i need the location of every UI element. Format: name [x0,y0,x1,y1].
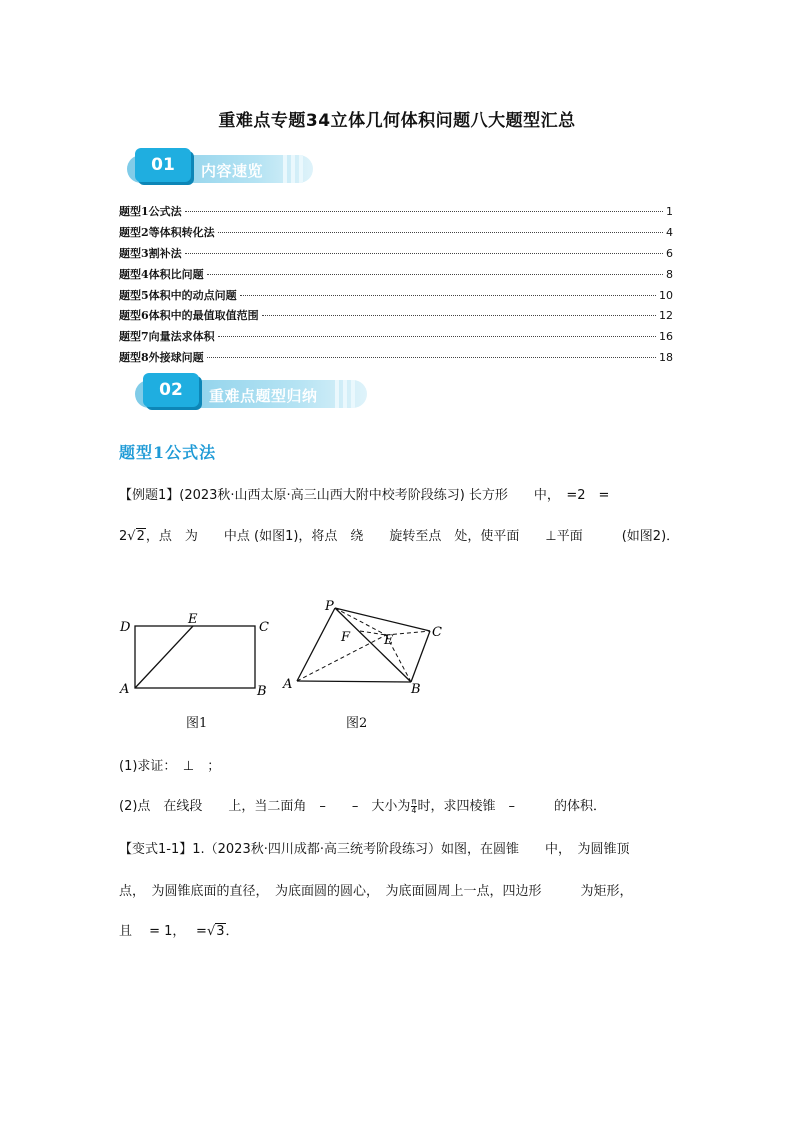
toc-leader-dots [185,211,663,212]
point-f-label: F [341,630,351,645]
toc-item-label: 题型2等体积转化法 [119,225,215,239]
figure-2-pyramid [280,598,450,698]
point-a-label: A [283,677,293,692]
toc-leader-dots [185,253,663,254]
point-b-label: B [257,684,267,699]
banner-number: 01 [135,148,191,182]
banner-contents [119,148,319,188]
toc-item-page: 6 [666,246,673,260]
figure-1-caption: 图1 [186,716,208,731]
banner-key-points [127,373,377,413]
toc-leader-dots [240,295,656,296]
question-1: (1)求证： ⊥ ； [119,759,221,774]
point-e-label: E [188,612,198,627]
toc-item-page: 12 [659,309,673,323]
figure-1-rectangle [115,605,285,700]
edge-pa [297,608,335,681]
toc-item[interactable] [119,266,673,287]
page-title: 重难点专题34立体几何体积问题八大题型汇总 [218,111,576,131]
toc-item[interactable] [119,307,673,328]
point-c-label: C [259,620,269,635]
segment-ae [135,626,193,688]
toc-leader-dots [207,274,663,275]
banner-number: 02 [143,373,199,407]
toc-item-page: 18 [659,351,673,365]
variant-line-1: 【变式1-1】1.（2023秋·四川成都·高三统考阶段练习）如图，在圆锥 中， 为圆锥顶 [119,842,630,857]
point-c-label: C [432,625,442,640]
toc-item[interactable] [119,245,673,266]
toc-item-label: 题型3割补法 [119,246,182,260]
variant-line-3: 且 = 1， =√3． [119,924,239,939]
variant-line-2: 点， 为圆锥底面的直径， 为底面圆的圆心， 为底面圆周上一点，四边形 为矩形， [119,884,633,899]
toc-item-page: 16 [659,330,673,344]
figure-2-caption: 图2 [346,716,368,731]
toc-item[interactable] [119,287,673,308]
toc-item[interactable] [119,349,673,370]
section-heading: 题型1公式法 [119,443,217,462]
toc-item[interactable] [119,203,673,224]
banner-text: 重难点题型归纳 [209,387,318,405]
toc-leader-dots [218,232,663,233]
point-d-label: D [120,620,131,635]
toc-item-label: 题型5体积中的动点问题 [119,288,237,302]
edge-pc [335,608,430,631]
edge-bc [411,631,430,682]
banner-text: 内容速览 [201,162,264,180]
fraction-pi-over-4: $\frac{\pi}{4}$ [411,797,417,815]
question-2: (2)点 在线段 上，当二面角 – – 大小为 $\frac{\pi}{4}$ 时，求四棱锥 – 的体积． [119,797,607,815]
toc-item-label: 题型6体积中的最值取值范围 [119,309,259,323]
toc-leader-dots [262,315,656,316]
example-line-1: 【例题1】(2023秋·山西太原·高三山西大附中校考阶段练习) 长方形 中， =2 = [119,488,610,503]
edge-ab [297,681,411,682]
toc-leader-dots [207,357,656,358]
toc-item-page: 8 [666,267,673,281]
toc-item-page: 4 [666,225,673,239]
toc-item-label: 题型1公式法 [119,205,182,218]
toc-item-label: 题型4体积比问题 [119,267,204,281]
toc-item[interactable] [119,224,673,245]
toc-item[interactable] [119,328,673,349]
table-of-contents [119,203,673,370]
point-a-label: A [120,682,130,697]
point-p-label: P [325,599,334,614]
toc-leader-dots [218,336,656,337]
edge-fe-hidden [360,631,386,635]
toc-item-label: 题型7向量法求体积 [119,330,215,344]
toc-item-label: 题型8外接球问题 [119,351,204,365]
edge-pb [335,608,411,682]
toc-item-page: 10 [659,288,673,302]
rectangle-abcd [135,626,255,688]
example-line-2: 2√2，点 为 中点 (如图1)，将点 绕 旋转至点 处，使平面 ⊥平面 (如图2)． [119,529,680,544]
point-b-label: B [411,682,421,697]
toc-item-page: 1 [666,205,673,218]
point-e-label: E [384,633,394,648]
